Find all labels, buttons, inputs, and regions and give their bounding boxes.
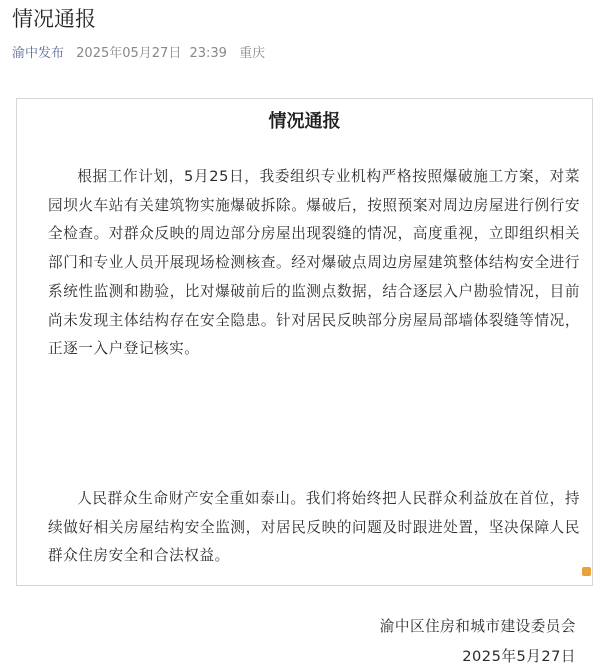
notice-paragraph-2: 人民群众生命财产安全重如泰山。我们将始终把人民群众利益放在首位，持续做好相关房屋结构安全监测，对居民反映的问题及时跟进处置，坚决保障人民群众住房安全和合法权益。 [48, 490, 580, 565]
notice-image[interactable] [16, 98, 593, 665]
article-header [12, 4, 592, 64]
publish-time: 23:39 [189, 46, 227, 61]
publish-date: 2025年05月27日 [76, 46, 182, 61]
notice-signer: 渝中区住房和城市建设委员会 [379, 618, 576, 635]
notice-sign-date: 2025年5月27日 [462, 648, 576, 665]
corner-marker-icon [582, 567, 591, 576]
article-meta [12, 44, 592, 64]
account-name-link[interactable]: 渝中发布 [12, 46, 65, 61]
publish-location: 重庆 [239, 46, 266, 61]
article-title: 情况通报 [12, 7, 96, 31]
notice-heading: 情况通报 [268, 111, 341, 132]
notice-paragraph-1: 根据工作计划，5月25日，我委组织专业机构严格按照爆破施工方案，对菜园坝火车站有关建筑物实施爆破拆除。爆破后，按照预案对周边房屋进行例行安全检查。对群众反映的周边部分房屋出现裂缝的情况，高度重视，立即组织相关部门和专业人员开展现场检测核查。经对爆破点周边房屋建筑整体结构安全进行系统性监测和勘验，比对爆破前后的监测点数据，结合逐层入户勘验情况，目前尚未发现主体结构存在安全隐患。针对居民反映部分房屋局部墙体裂缝等情况，正逐一入户登记核实。 [48, 168, 580, 358]
